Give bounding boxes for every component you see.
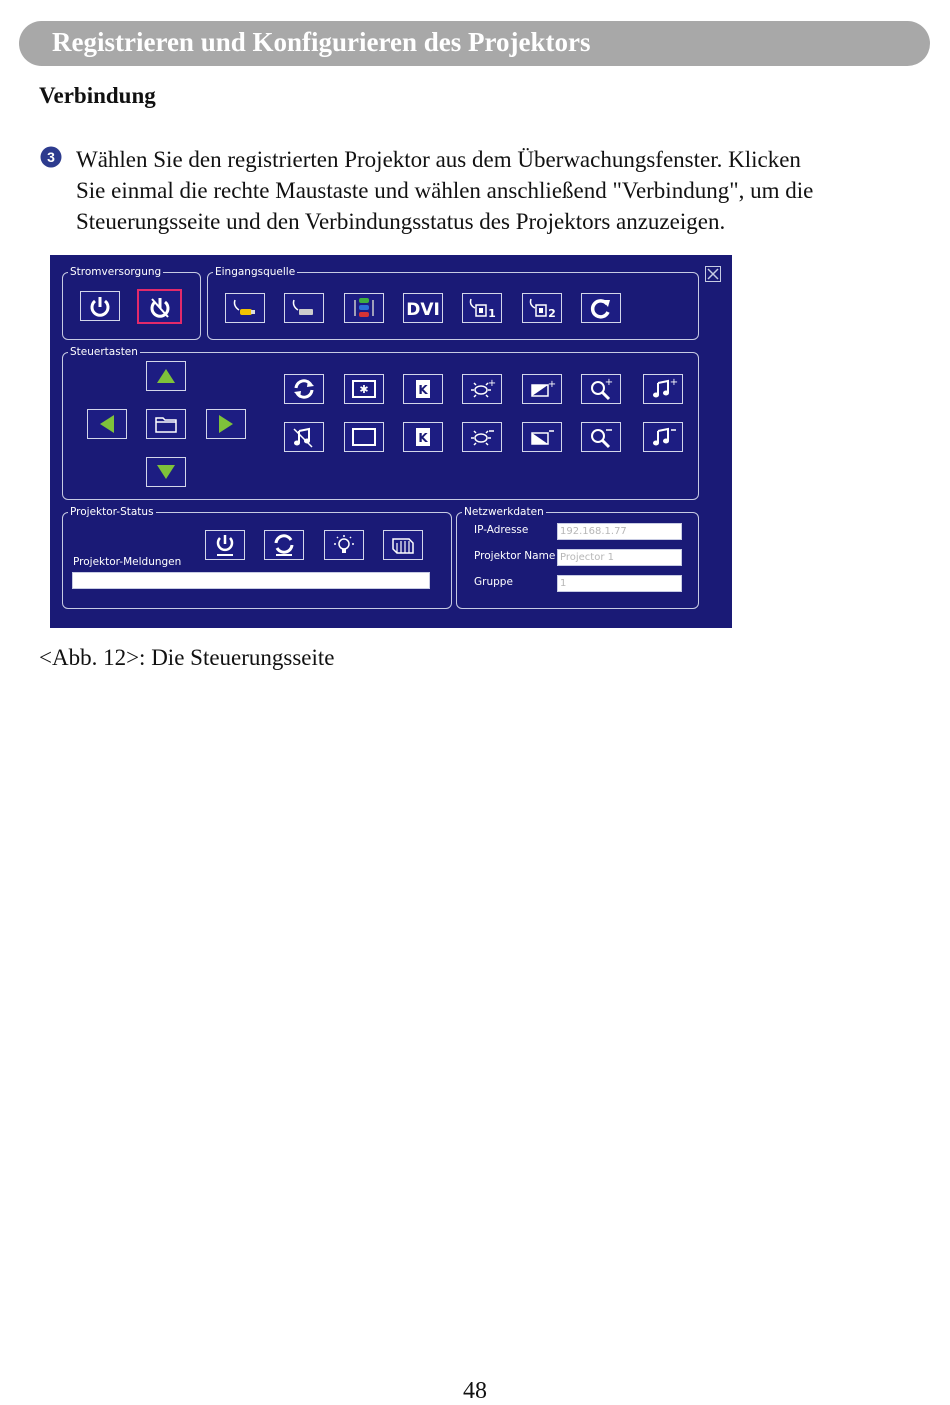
brightness-minus-icon: [468, 425, 496, 449]
svideo-input-button[interactable]: [284, 293, 324, 323]
auto-search-button[interactable]: [581, 293, 621, 323]
power-off-icon: [146, 295, 174, 319]
step-number: 3: [47, 149, 55, 165]
volume-icon: [649, 377, 677, 401]
menu-folder-icon: [152, 412, 180, 436]
projector-name-field: Projector 1: [557, 549, 682, 566]
projector-name-label: Projektor Name: [474, 550, 556, 562]
zoom-minus-button[interactable]: [581, 422, 621, 452]
projector-status-label: Projektor-Status: [70, 506, 154, 518]
rgb2-input-button[interactable]: [522, 293, 562, 323]
volume-minus-button[interactable]: [643, 422, 683, 452]
mute-icon: [290, 425, 318, 449]
mute-button[interactable]: [284, 422, 324, 452]
rgb1-input-button[interactable]: [462, 293, 502, 323]
component-input-icon: [350, 296, 378, 320]
arrow-down-icon: [152, 460, 180, 484]
auto-search-icon: [587, 296, 615, 320]
control-page-screenshot: [50, 255, 732, 628]
dvi-label: DVI: [406, 300, 440, 320]
close-icon[interactable]: [705, 266, 721, 282]
chapter-banner: [19, 21, 930, 66]
keystone-minus-button[interactable]: [403, 422, 443, 452]
contrast-minus-icon: [528, 425, 556, 449]
power-status-icon: [211, 533, 239, 557]
brightness-plus-button[interactable]: [462, 374, 502, 404]
svg-text:+: +: [487, 378, 497, 389]
freeze-button[interactable]: [344, 374, 384, 404]
status-lamp-indicator: [324, 530, 364, 560]
blank-icon: [350, 377, 378, 401]
ip-address-label: IP-Adresse: [474, 524, 529, 536]
keystone-plus-button[interactable]: [403, 374, 443, 404]
arrow-right-button[interactable]: [206, 409, 246, 439]
blank-screen-icon: [350, 425, 378, 449]
keystone-icon: [409, 377, 437, 401]
section-title: Verbindung: [39, 83, 156, 108]
dvi-input-button[interactable]: [403, 293, 443, 323]
group-label: Gruppe: [474, 576, 513, 588]
brightness-minus-button[interactable]: [462, 422, 502, 452]
contrast-minus-button[interactable]: [522, 422, 562, 452]
status-cooling-indicator: [264, 530, 304, 560]
page-number: 48: [463, 1378, 487, 1404]
status-power-indicator: [205, 530, 245, 560]
cooling-status-icon: [270, 533, 298, 557]
reset-button[interactable]: [284, 374, 324, 404]
svg-text:✱: ✱: [359, 383, 369, 396]
arrow-up-icon: [152, 364, 180, 388]
step-text: [76, 144, 906, 237]
ip-address-field: 192.168.1.77: [557, 523, 682, 540]
svg-text:K: K: [418, 431, 428, 445]
projector-messages-field: [72, 572, 430, 589]
component-input-button[interactable]: [344, 293, 384, 323]
dvi-input-icon: [406, 296, 440, 320]
rgb1-input-icon: [468, 296, 496, 320]
contrast-icon: [528, 377, 556, 401]
blank-button[interactable]: [344, 422, 384, 452]
power-group-label: Stromversorgung: [70, 266, 162, 278]
video-input-icon: [231, 296, 259, 320]
volume-plus-button[interactable]: [643, 374, 683, 404]
volume-minus-icon: [649, 425, 677, 449]
arrow-up-button[interactable]: [146, 361, 186, 391]
step-number-icon: [40, 146, 62, 168]
refresh-icon: [290, 377, 318, 401]
filter-status-icon: [389, 533, 417, 557]
input-group: [207, 266, 699, 340]
rgb1-label: 1: [488, 307, 496, 320]
lamp-status-icon: [330, 533, 358, 557]
figure-caption: <Abb. 12>: Die Steuerungsseite: [39, 645, 335, 670]
power-off-button[interactable]: [137, 289, 182, 324]
menu-button[interactable]: [146, 409, 186, 439]
step-line: Wählen Sie den registrierten Projektor aus dem Überwachungsfenster. Klicken: [76, 147, 801, 172]
arrow-left-button[interactable]: [87, 409, 127, 439]
keystone-minus-icon: [409, 425, 437, 449]
zoom-plus-button[interactable]: [581, 374, 621, 404]
input-group-label: Eingangsquelle: [215, 266, 296, 278]
arrow-left-icon: [93, 412, 121, 436]
projector-messages-label: Projektor-Meldungen: [73, 556, 182, 568]
contrast-plus-button[interactable]: [522, 374, 562, 404]
step-line: Steuerungsseite und den Verbindungsstatus des Projektors anzuzeigen.: [76, 209, 726, 234]
step-line: Sie einmal die rechte Maustaste und wählen anschließend "Verbindung", um die: [76, 178, 814, 203]
arrow-right-icon: [212, 412, 240, 436]
svg-text:K: K: [418, 383, 428, 397]
zoom-minus-icon: [587, 425, 615, 449]
svg-text:+: +: [547, 379, 557, 390]
status-filter-indicator: [383, 530, 423, 560]
rgb2-input-icon: [528, 296, 556, 320]
chapter-title: Registrieren und Konfigurieren des Projektors: [52, 27, 591, 57]
svg-text:+: +: [669, 377, 679, 388]
group-field: 1: [557, 575, 682, 592]
brightness-icon: [468, 377, 496, 401]
rgb2-label: 2: [548, 307, 556, 320]
arrow-down-button[interactable]: [146, 457, 186, 487]
zoom-icon: [587, 377, 615, 401]
svg-text:+: +: [604, 377, 614, 388]
power-on-icon: [86, 294, 114, 318]
control-keys-label: Steuertasten: [70, 346, 138, 358]
network-data-label: Netzwerkdaten: [464, 506, 544, 518]
power-on-button[interactable]: [80, 291, 120, 321]
svideo-input-icon: [290, 296, 318, 320]
video-input-button[interactable]: [225, 293, 265, 323]
